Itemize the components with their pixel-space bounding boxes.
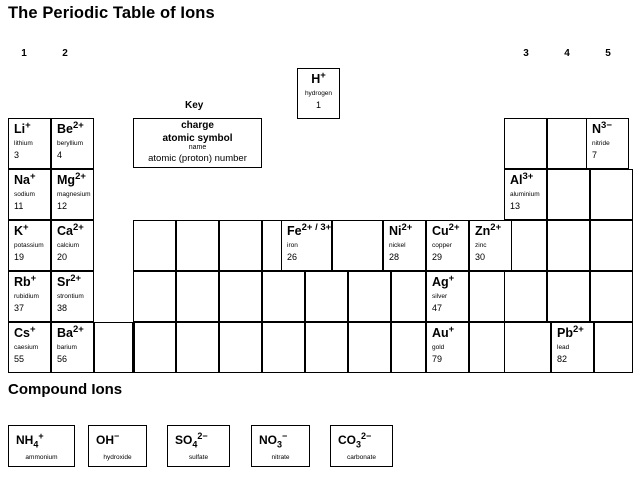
compound-ion-formula — [96, 433, 119, 447]
element-atomic-number: 56 — [57, 354, 68, 364]
element-symbol-text: Zn — [475, 224, 491, 238]
compound-ion-name: sulfate — [188, 454, 209, 461]
element-name: aluminium — [510, 191, 540, 198]
element-charge: 2+ — [401, 221, 413, 233]
element-charge: + — [29, 170, 36, 182]
empty-cell — [504, 322, 551, 373]
compound-formula-subscript: 3 — [356, 439, 362, 450]
element-symbol — [14, 272, 37, 289]
element-symbol-text: K — [14, 224, 24, 238]
element-symbol-text: Mg — [57, 173, 76, 187]
element-charge: + — [23, 221, 29, 233]
element-symbol — [14, 170, 36, 187]
group-number-5: 5 — [605, 48, 611, 59]
element-atomic-number: 20 — [57, 252, 68, 262]
element-name: iron — [287, 242, 298, 249]
element-symbol-text: Ni — [389, 224, 402, 238]
element-charge: 2+ — [490, 221, 502, 233]
element-atomic-number: 47 — [432, 303, 443, 313]
compound-ion-formula — [16, 431, 44, 450]
element-symbol-text: N — [592, 122, 602, 136]
element-charge: + — [30, 272, 37, 284]
compound-ion-name: nitrate — [271, 454, 290, 461]
empty-cell — [590, 220, 633, 271]
element-symbol — [432, 272, 455, 289]
empty-cell — [348, 322, 391, 373]
element-charge: 2+ — [448, 221, 460, 233]
compound-ion-cell-carbonate[interactable] — [330, 425, 393, 467]
element-cell-copper[interactable] — [426, 220, 469, 271]
key-label: Key — [185, 100, 204, 111]
element-charge: 3− — [601, 119, 612, 131]
compound-ion-name: hydroxide — [103, 454, 132, 461]
element-cell-sodium[interactable] — [8, 169, 51, 220]
empty-cell — [348, 271, 391, 322]
element-charge: + — [25, 119, 31, 131]
compound-formula-subscript: 4 — [192, 439, 198, 450]
element-charge: + — [448, 272, 455, 284]
compound-formula-base: CO — [338, 433, 356, 447]
element-cell-nickel[interactable] — [383, 220, 426, 271]
element-name: caesium — [14, 344, 39, 351]
compound-formula-base: NO — [259, 433, 277, 447]
element-atomic-number: 82 — [557, 354, 568, 364]
empty-cell — [219, 322, 262, 373]
element-atomic-number: 79 — [432, 354, 443, 364]
element-symbol-text: Li — [14, 122, 26, 136]
element-atomic-number: 11 — [14, 201, 24, 211]
element-charge: 2+ — [72, 221, 84, 233]
element-name: lead — [557, 344, 570, 351]
compound-formula-base: OH — [96, 433, 114, 447]
element-charge: 2+ / 3+ — [301, 221, 332, 233]
element-atomic-number: 1 — [315, 100, 321, 110]
empty-cell — [133, 220, 176, 271]
element-name: nitride — [592, 140, 610, 147]
element-symbol-text: Pb — [557, 326, 573, 340]
element-atomic-number: 37 — [14, 303, 25, 313]
element-symbol-text: Ca — [57, 224, 73, 238]
element-atomic-number: 7 — [592, 150, 598, 160]
empty-cell — [391, 322, 426, 373]
element-symbol-text: Sr — [57, 275, 71, 289]
element-name: barium — [57, 344, 77, 351]
empty-cell — [176, 271, 219, 322]
element-symbol-text: Rb — [14, 275, 31, 289]
element-cell-silver[interactable] — [426, 271, 469, 322]
element-cell-hydrogen[interactable] — [297, 68, 340, 119]
element-name: rubidium — [14, 293, 39, 300]
group-number-4: 4 — [564, 48, 570, 59]
group-number-2: 2 — [62, 48, 68, 59]
element-symbol-text: Cs — [14, 326, 30, 340]
empty-cell — [133, 271, 176, 322]
element-cell-barium[interactable] — [51, 322, 94, 373]
element-symbol — [14, 119, 31, 136]
empty-cell — [504, 271, 547, 322]
row-divider-line — [132, 322, 135, 373]
compound-ion-cell-sulfate[interactable] — [167, 425, 230, 467]
empty-cell — [305, 271, 348, 322]
element-atomic-number: 28 — [389, 252, 400, 262]
compound-ion-formula — [338, 431, 372, 450]
empty-cell — [219, 271, 262, 322]
element-name: zinc — [475, 242, 487, 249]
element-cell-zinc[interactable] — [469, 220, 512, 271]
element-symbol-text: Au — [432, 326, 449, 340]
compound-ion-formula — [175, 431, 208, 450]
element-symbol — [432, 221, 460, 238]
element-symbol — [557, 323, 584, 340]
empty-cell — [547, 271, 590, 322]
empty-cell — [590, 271, 633, 322]
element-symbol — [57, 221, 84, 238]
element-cell-beryllium[interactable] — [51, 118, 94, 169]
compound-ion-cell-ammonium[interactable] — [8, 425, 75, 467]
element-atomic-number: 19 — [14, 252, 25, 262]
group-number-3: 3 — [523, 48, 529, 59]
key-atomic-symbol-label: atomic symbol — [162, 133, 233, 144]
element-symbol — [298, 69, 339, 86]
empty-cell — [94, 322, 133, 373]
element-atomic-number: 12 — [57, 201, 68, 211]
element-charge: + — [320, 69, 326, 81]
element-atomic-number: 29 — [432, 252, 443, 262]
empty-cell — [305, 322, 348, 373]
element-name: sodium — [14, 191, 35, 198]
element-charge: + — [448, 323, 455, 335]
key-name-label: name — [188, 144, 207, 151]
key-box — [133, 118, 262, 168]
element-charge: 3+ — [522, 170, 534, 182]
element-atomic-number: 4 — [57, 150, 63, 160]
group-number-1: 1 — [21, 48, 27, 59]
empty-cell — [504, 118, 547, 169]
element-symbol — [57, 119, 84, 136]
element-name: copper — [432, 242, 452, 249]
element-cell-gold[interactable] — [426, 322, 469, 373]
element-symbol — [432, 323, 455, 340]
element-symbol-text: Cu — [432, 224, 449, 238]
element-symbol — [14, 323, 36, 340]
element-cell-magnesium[interactable] — [51, 169, 94, 220]
element-atomic-number: 3 — [14, 150, 20, 160]
compound-ion-formula — [259, 431, 288, 450]
element-symbol — [57, 170, 86, 187]
empty-cell — [176, 322, 219, 373]
element-name: potassium — [14, 242, 44, 249]
element-symbol-text: Ag — [432, 275, 449, 289]
compound-formula-base: SO — [175, 433, 193, 447]
element-symbol-text: Fe — [287, 224, 302, 238]
element-atomic-number: 38 — [57, 303, 68, 313]
compound-formula-charge: 2− — [197, 431, 208, 441]
element-cell-strontium[interactable] — [51, 271, 94, 322]
element-symbol — [592, 119, 612, 136]
empty-cell — [219, 220, 262, 271]
empty-cell — [547, 118, 590, 169]
element-symbol — [389, 221, 413, 238]
empty-cell — [594, 322, 633, 373]
empty-cell — [547, 220, 590, 271]
empty-cell — [262, 322, 305, 373]
compound-ion-name: carbonate — [347, 454, 376, 461]
element-name: silver — [432, 293, 448, 300]
compound-formula-charge: 2− — [361, 431, 372, 441]
empty-cell — [176, 220, 219, 271]
element-name: gold — [432, 344, 445, 351]
element-atomic-number: 13 — [510, 201, 521, 211]
element-cell-rubidium[interactable] — [8, 271, 51, 322]
element-charge: + — [29, 323, 36, 335]
key-charge-label: charge — [181, 120, 214, 131]
element-atomic-number: 26 — [287, 252, 298, 262]
element-symbol-text: Ba — [57, 326, 73, 340]
compound-ions-heading: Compound Ions — [8, 381, 123, 398]
element-symbol — [57, 272, 82, 289]
element-symbol — [475, 221, 502, 238]
compound-formula-charge: − — [114, 431, 120, 441]
compound-formula-subscript: 4 — [33, 439, 39, 450]
empty-cell — [547, 169, 590, 220]
element-cell-iron[interactable] — [281, 220, 332, 271]
compound-ion-name: ammonium — [25, 454, 58, 461]
element-cell-calcium[interactable] — [51, 220, 94, 271]
element-name: beryllium — [57, 140, 84, 147]
element-symbol — [287, 221, 332, 238]
element-symbol-text: Al — [510, 173, 523, 187]
page-title: The Periodic Table of Ions — [8, 4, 215, 22]
element-symbol — [14, 221, 29, 238]
element-name: nickel — [389, 242, 406, 249]
element-symbol-text: Be — [57, 122, 73, 136]
element-cell-nitride[interactable] — [586, 118, 629, 169]
element-symbol — [510, 170, 534, 187]
element-name: strontium — [57, 293, 84, 300]
element-charge: 2+ — [75, 170, 86, 182]
element-charge: 2+ — [72, 323, 84, 335]
element-cell-potassium[interactable] — [8, 220, 51, 271]
compound-formula-charge: + — [38, 431, 44, 441]
element-charge: 2+ — [572, 323, 584, 335]
empty-cell — [332, 220, 383, 271]
element-symbol-text: Na — [14, 173, 30, 187]
element-name: magnesium — [57, 191, 91, 198]
element-cell-lead[interactable] — [551, 322, 594, 373]
compound-formula-subscript: 3 — [277, 439, 283, 450]
element-charge: 2+ — [72, 119, 84, 131]
compound-ion-cell-nitrate[interactable] — [251, 425, 310, 467]
compound-formula-base: NH — [16, 433, 34, 447]
element-cell-aluminium[interactable] — [504, 169, 547, 220]
element-name: lithium — [14, 140, 33, 147]
element-symbol-text: H — [311, 72, 321, 86]
element-cell-caesium[interactable] — [8, 322, 51, 373]
element-atomic-number: 55 — [14, 354, 25, 364]
empty-cell — [133, 322, 176, 373]
element-charge: 2+ — [70, 272, 82, 284]
element-symbol — [57, 323, 84, 340]
empty-cell — [590, 169, 633, 220]
empty-cell — [262, 271, 305, 322]
empty-cell — [391, 271, 426, 322]
key-atomic-number-label: atomic (proton) number — [148, 153, 247, 164]
element-name: calcium — [57, 242, 80, 249]
element-cell-lithium[interactable] — [8, 118, 51, 169]
element-atomic-number: 30 — [475, 252, 486, 262]
compound-ion-cell-hydroxide[interactable] — [88, 425, 147, 467]
element-name: hydrogen — [304, 90, 333, 97]
compound-formula-charge: − — [282, 431, 288, 441]
